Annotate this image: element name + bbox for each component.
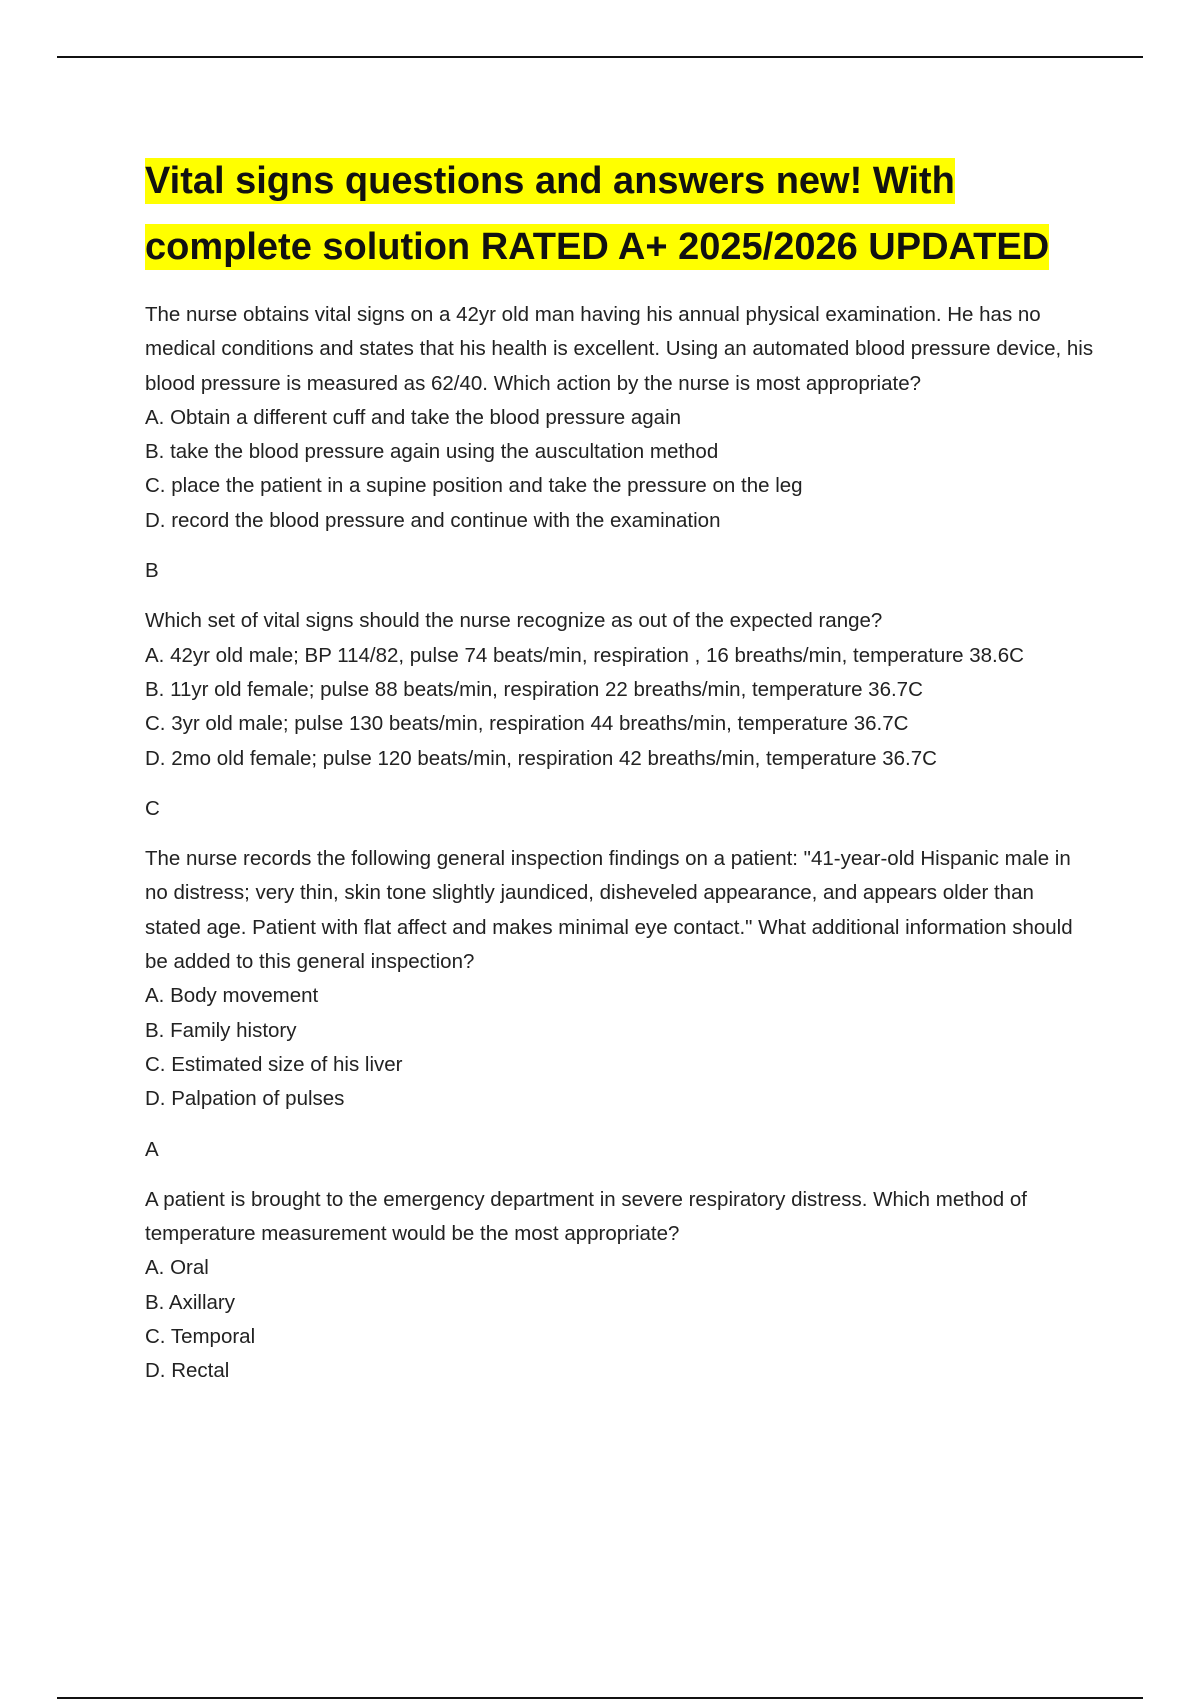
document-title bbox=[145, 148, 1095, 280]
option-item: D. 2mo old female; pulse 120 beats/min, respiration 42 breaths/min, temperature 36.7C bbox=[145, 746, 937, 770]
option-item: C. 3yr old male; pulse 130 beats/min, respiration 44 breaths/min, temperature 36.7C bbox=[145, 712, 909, 736]
question-text: Which set of vital signs should the nurse recognize as out of the expected range? bbox=[145, 609, 883, 633]
answer-options bbox=[145, 639, 1095, 776]
question-text: The nurse records the following general inspection findings on a patient: "41-year-old Hispanic male in no distress; very thin, skin tone slightly jaundiced, disheveled appearance, and appears older than stated age. Patient with flat affect and makes minimal eye contact." What additional information should be added to this general inspection? bbox=[145, 847, 1073, 974]
option-item: B. take the blood pressure again using the auscultation method bbox=[145, 440, 719, 464]
option-item: D. Rectal bbox=[145, 1359, 230, 1383]
option-item: C. place the patient in a supine position and take the pressure on the leg bbox=[145, 474, 803, 498]
option-item: B. Axillary bbox=[145, 1290, 235, 1314]
question-block-1 bbox=[145, 298, 1095, 588]
answer-key: B bbox=[145, 559, 159, 583]
option-item: B. 11yr old female; pulse 88 beats/min, respiration 22 breaths/min, temperature 36.7C bbox=[145, 677, 923, 701]
answer-key: C bbox=[145, 796, 160, 820]
title-highlight: Vital signs questions and answers new! With complete solution RATED A+ 2025/2026 UPDATED bbox=[145, 160, 1050, 268]
option-item: C. Temporal bbox=[145, 1325, 256, 1349]
answer-key: A bbox=[145, 1137, 159, 1161]
top-rule bbox=[57, 56, 1143, 58]
question-text: A patient is brought to the emergency department in severe respiratory distress. Which method of temperature measurement would be the most appropriate? bbox=[145, 1187, 1027, 1246]
answer-options bbox=[145, 401, 1095, 538]
bottom-rule bbox=[57, 1697, 1143, 1699]
option-item: C. Estimated size of his liver bbox=[145, 1052, 403, 1076]
option-item: D. record the blood pressure and continue with the examination bbox=[145, 508, 721, 532]
option-item: A. 42yr old male; BP 114/82, pulse 74 beats/min, respiration , 16 breaths/min, temperature 38.6C bbox=[145, 643, 1024, 667]
option-item: A. Oral bbox=[145, 1256, 209, 1280]
question-block-4 bbox=[145, 1183, 1095, 1389]
option-item: D. Palpation of pulses bbox=[145, 1087, 345, 1111]
question-text: The nurse obtains vital signs on a 42yr old man having his annual physical examination. He has no medical conditions and states that his health is excellent. Using an automated blood pressure device, his blood pressure is measured as 62/40. Which action by the nurse is most appropriate? bbox=[145, 303, 1094, 395]
answer-options bbox=[145, 979, 1095, 1116]
document-body bbox=[145, 148, 1095, 1389]
question-block-2 bbox=[145, 604, 1095, 826]
option-item: B. Family history bbox=[145, 1018, 297, 1042]
answer-options bbox=[145, 1251, 1095, 1388]
option-item: A. Body movement bbox=[145, 984, 319, 1008]
option-item: A. Obtain a different cuff and take the blood pressure again bbox=[145, 405, 682, 429]
question-block-3 bbox=[145, 842, 1095, 1167]
